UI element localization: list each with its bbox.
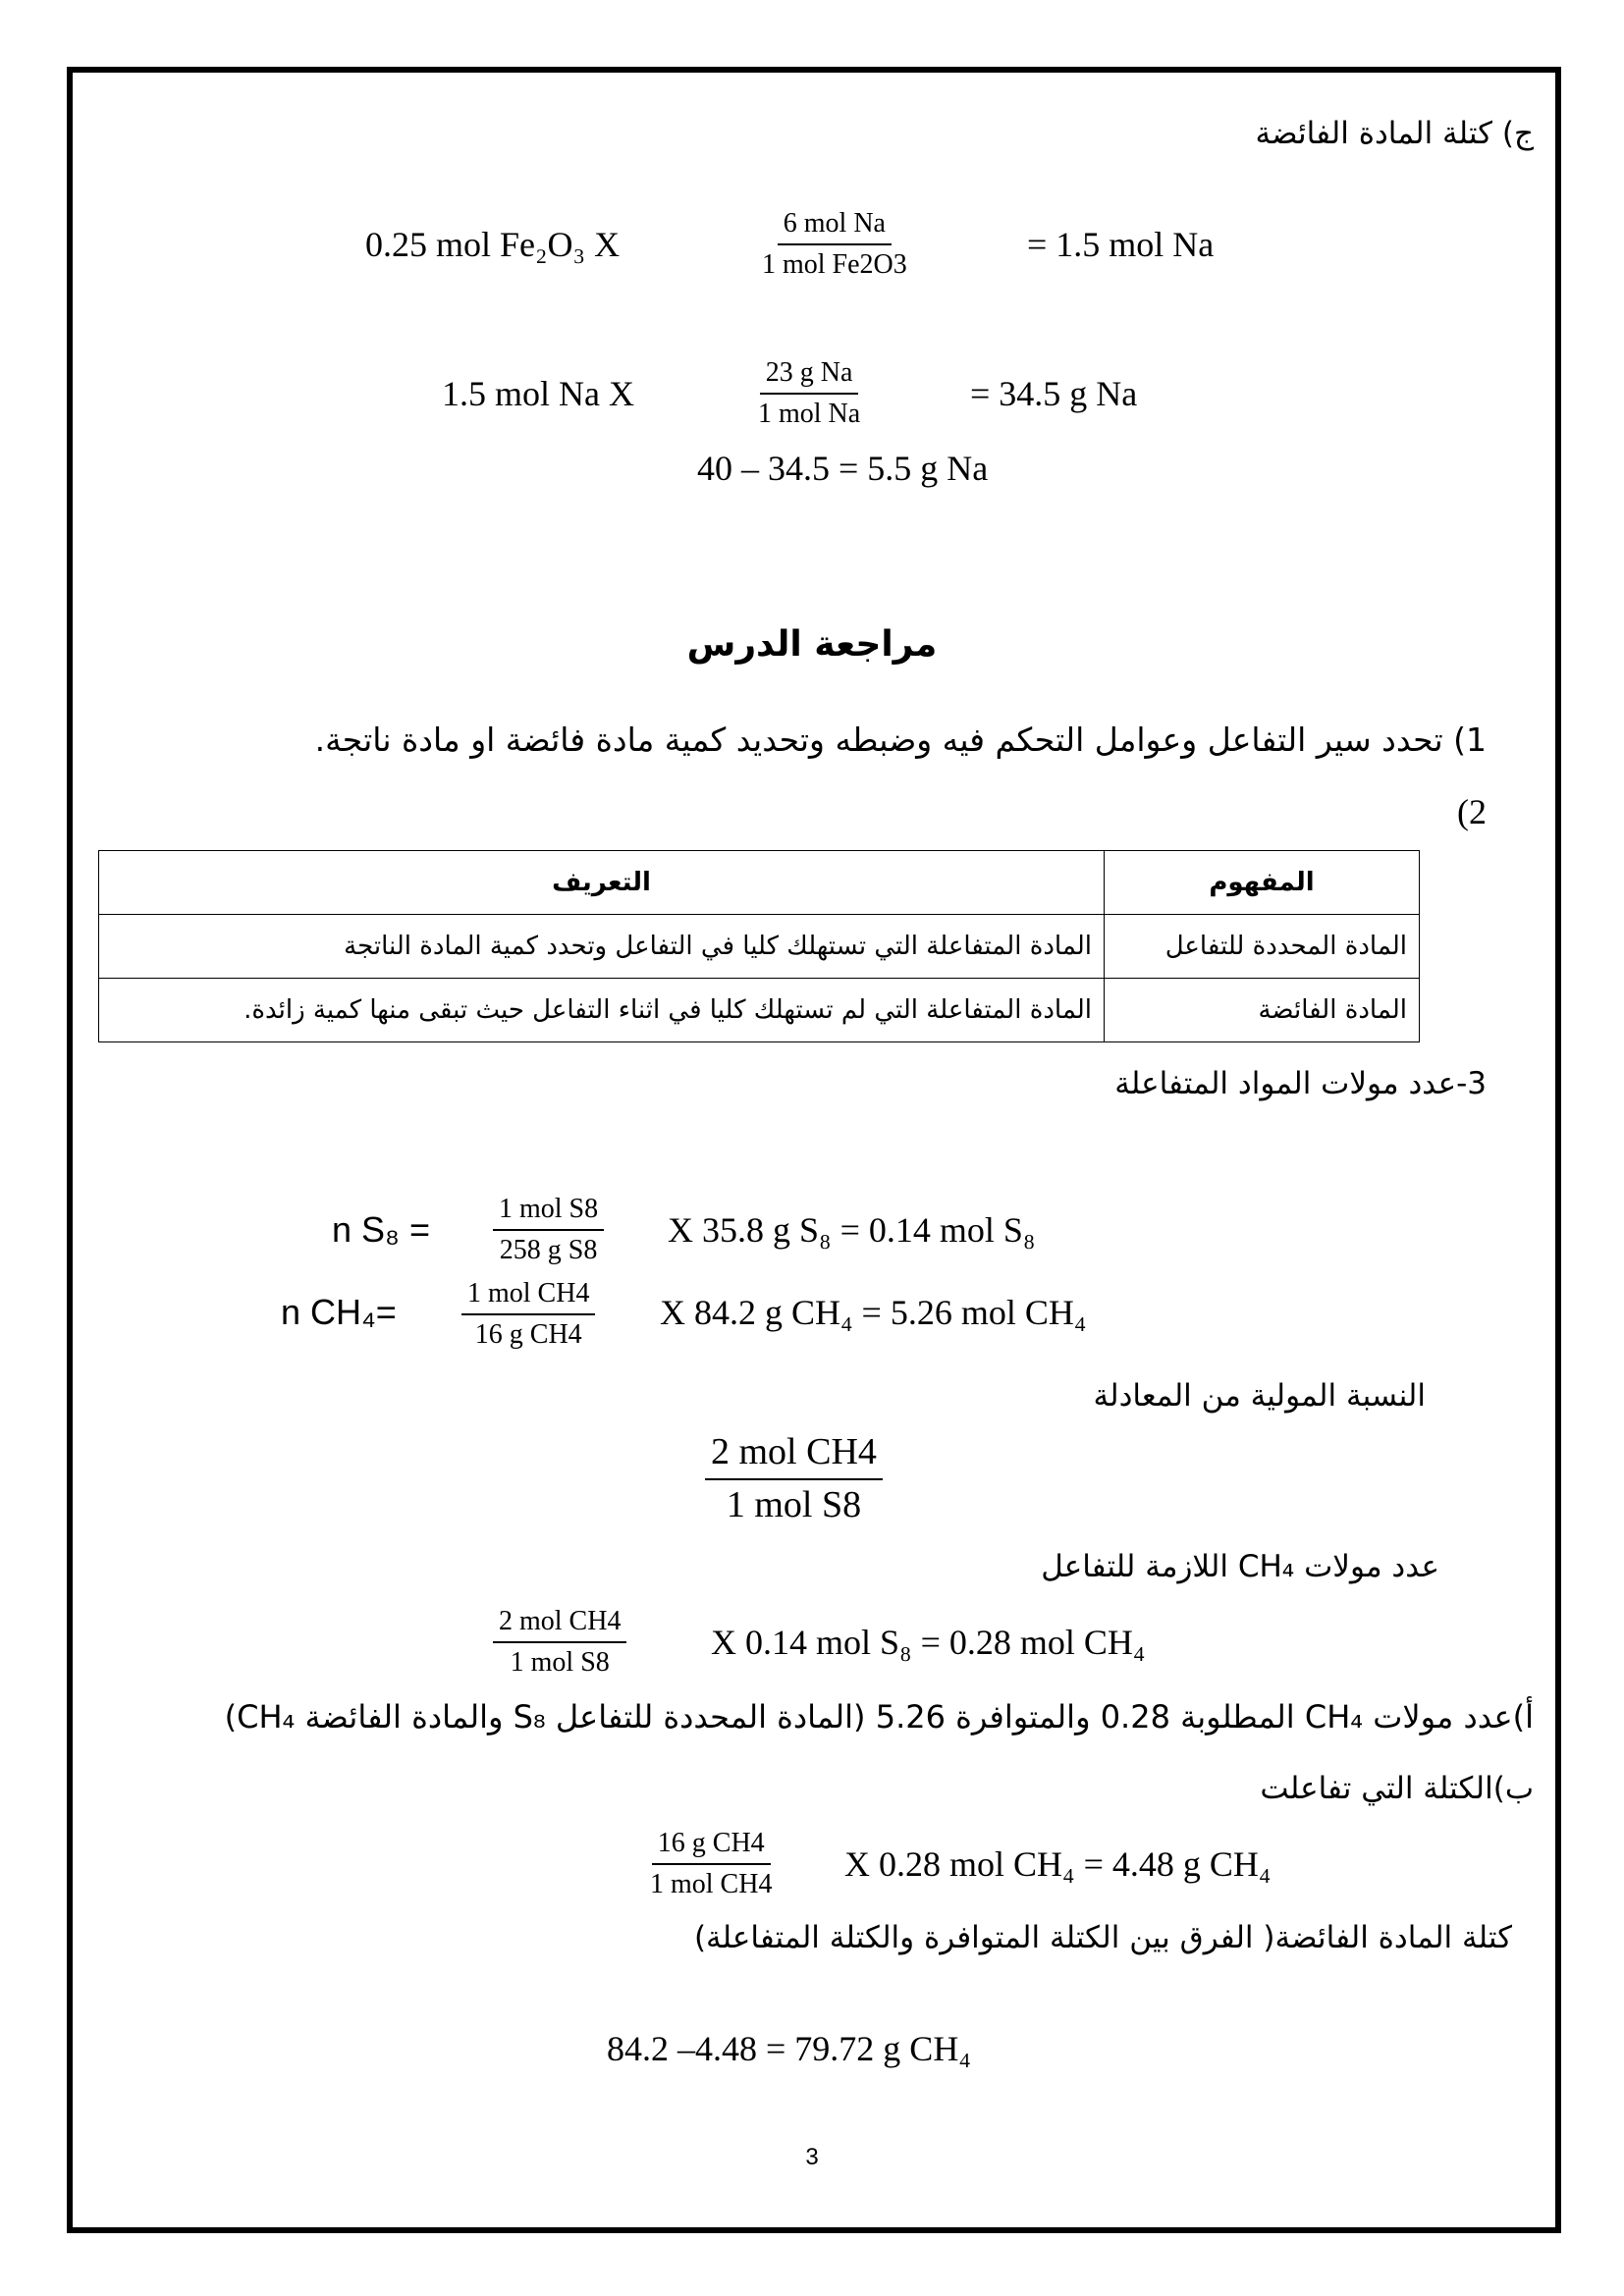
eq2-denominator: 1 mol Na [758, 399, 861, 430]
part-c-heading: ج) كتلة المادة الفائضة [1255, 116, 1534, 151]
eq2-left: 1.5 mol Na X [442, 374, 634, 413]
eq-final: 84.2 –4.48 = 79.72 g CH₄ [607, 2029, 971, 2068]
table-row [99, 915, 1420, 979]
eq-s8-left: n S₈ = [332, 1209, 430, 1250]
excess-mass-label: كتلة المادة الفائضة( الفرق بين الكتلة المتوافرة والكتلة المتفاعلة) [693, 1920, 1512, 1955]
eq-req-numerator: 2 mol CH4 [493, 1606, 626, 1643]
review-q1: 1) تحدد سير التفاعل وعوامل التحكم فيه وضبطه وتحديد كمية مادة فائضة او مادة ناتجة. [314, 721, 1487, 759]
eq1-result: = 1.5 mol Na [1027, 225, 1215, 264]
eq-s8-right: X 35.8 g S₈ = 0.14 mol S₈ [668, 1210, 1036, 1250]
row-concept: المادة الفائضة [1105, 979, 1420, 1042]
eq-ch4-left: n CH₄= [281, 1292, 397, 1332]
eq1-fraction [756, 208, 913, 281]
eq-s8-numerator: 1 mol S8 [493, 1194, 604, 1231]
definition-table [98, 850, 1420, 1042]
row-definition: المادة المتفاعلة التي تستهلك كليا في التفاعل وتحدد كمية المادة الناتجة [99, 915, 1105, 979]
eq-mass-fraction [644, 1828, 778, 1900]
review-q2-label: 2) [1457, 792, 1487, 831]
table-row [99, 979, 1420, 1042]
eq-req-fraction [493, 1606, 626, 1679]
eq-req-right: X 0.14 mol S₈ = 0.28 mol CH₄ [711, 1623, 1146, 1662]
page-number: 3 [805, 2144, 819, 2170]
row-definition: المادة المتفاعلة التي لم تستهلك كليا في اثناء التفاعل حيث تبقى منها كمية زائدة. [99, 979, 1105, 1042]
review-title: مراجعة الدرس [686, 624, 938, 665]
table-header-row [99, 851, 1420, 915]
eq-s8-fraction [493, 1194, 604, 1266]
header-concept: المفهوم [1105, 851, 1420, 915]
eq2-result: = 34.5 g Na [970, 374, 1138, 413]
part-a: أ)عدد مولات CH₄ المطلوبة 0.28 والمتوافرة 5.26 (المادة المحددة للتفاعل S₈ والمادة الفائضة CH₄) [224, 1698, 1534, 1735]
required-moles-label: عدد مولات CH₄ اللازمة للتفاعل [1041, 1549, 1439, 1584]
eq-ch4-right: X 84.2 g CH₄ = 5.26 mol CH₄ [660, 1293, 1087, 1332]
review-q3: 3-عدد مولات المواد المتفاعلة [1114, 1066, 1487, 1101]
mole-ratio-fraction [705, 1431, 883, 1526]
eq-mass-numerator: 16 g CH4 [652, 1828, 771, 1865]
header-definition: التعريف [99, 851, 1105, 915]
eq1-left: 0.25 mol Fe₂O₃ X [365, 225, 621, 264]
mole-ratio-label: النسبة المولية من المعادلة [1093, 1378, 1426, 1414]
eq-req-denominator: 1 mol S8 [510, 1647, 610, 1679]
ratio-denominator: 1 mol S8 [726, 1483, 862, 1525]
ratio-numerator: 2 mol CH4 [705, 1431, 883, 1480]
eq1-denominator: 1 mol Fe2O3 [762, 249, 907, 281]
eq2-numerator: 23 g Na [760, 357, 859, 395]
eq-mass-denominator: 1 mol CH4 [650, 1869, 773, 1900]
eq-ch4-numerator: 1 mol CH4 [461, 1278, 595, 1315]
eq2-fraction [752, 357, 866, 430]
part-b: ب)الكتلة التي تفاعلت [1260, 1771, 1534, 1806]
row-concept: المادة المحددة للتفاعل [1105, 915, 1420, 979]
eq-s8-denominator: 258 g S8 [499, 1235, 598, 1266]
eq1-numerator: 6 mol Na [778, 208, 892, 245]
eq-ch4-fraction [461, 1278, 595, 1351]
eq-ch4-denominator: 16 g CH4 [474, 1319, 582, 1351]
eq3: 40 – 34.5 = 5.5 g Na [697, 449, 989, 488]
eq-mass-right: X 0.28 mol CH₄ = 4.48 g CH₄ [844, 1844, 1272, 1884]
